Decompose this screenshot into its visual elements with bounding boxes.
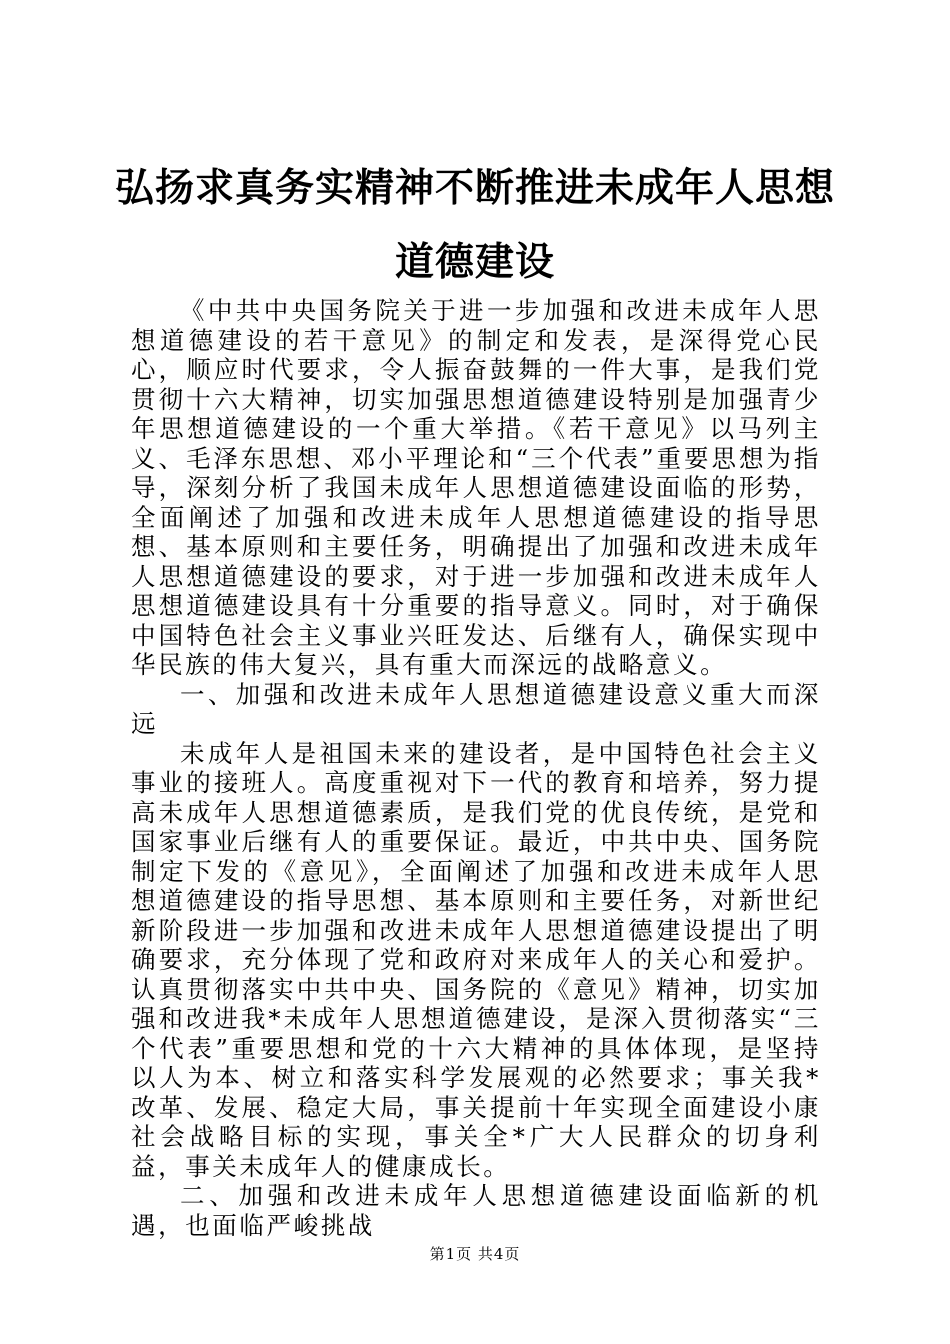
section-heading-1: 一、加强和改进未成年人思想道德建设意义重大而深远 [131,679,821,738]
document-body [131,296,821,1240]
paragraph-section-1: 未成年人是祖国未来的建设者，是中国特色社会主义事业的接班人。高度重视对下一代的教育和培养，努力提高未成年人思想道德素质，是我们党的优良传统，是党和国家事业后继有人的重要保证。最近，中共中央、国务院制定下发的《意见》，全面阐述了加强和改进未成年人思想道德建设的指导思想、基本原则和主要任务，对新世纪新阶段进一步加强和改进未成年人思想道德建设提出了明确要求，充分体现了党和政府对来成年人的关心和爱护。认真贯彻落实中共中央、国务院的《意见》精神，切实加强和改进我*未成年人思想道德建设，是深入贯彻落实“三个代表”重要思想和党的十六大精神的具体体现，是坚持以人为本、树立和落实科学发展观的必然要求；事关我*改革、发展、稳定大局，事关提前十年实现全面建设小康社会战略目标的实现，事关全*广大人民群众的切身利益，事关未成年人的健康成长。 [131,738,821,1181]
page-number-footer: 第1页 共4页 [429,1245,521,1263]
paragraph-intro: 《中共中央国务院关于进一步加强和改进未成年人思想道德建设的若干意见》的制定和发表，是深得党心民心，顺应时代要求，令人振奋鼓舞的一件大事，是我们党贯彻十六大精神，切实加强思想道德建设特别是加强青少年思想道德建设的一个重大举措。《若干意见》以马列主义、毛泽东思想、邓小平理论和“三个代表”重要思想为指导，深刻分析了我国未成年人思想道德建设面临的形势，全面阐述了加强和改进未成年人思想道德建设的指导思想、基本原则和主要任务，明确提出了加强和改进未成年人思想道德建设的要求，对于进一步加强和改进未成年人思想道德建设具有十分重要的指导意义。同时，对于确保中国特色社会主义事业兴旺发达、后继有人，确保实现中华民族的伟大复兴，具有重大而深远的战略意义。 [131,296,821,679]
document-title: 弘扬求真务实精神不断推进未成年人思想道德建设 [114,166,835,285]
section-heading-2: 二、加强和改进未成年人思想道德建设面临新的机遇，也面临严峻挑战 [131,1181,821,1240]
